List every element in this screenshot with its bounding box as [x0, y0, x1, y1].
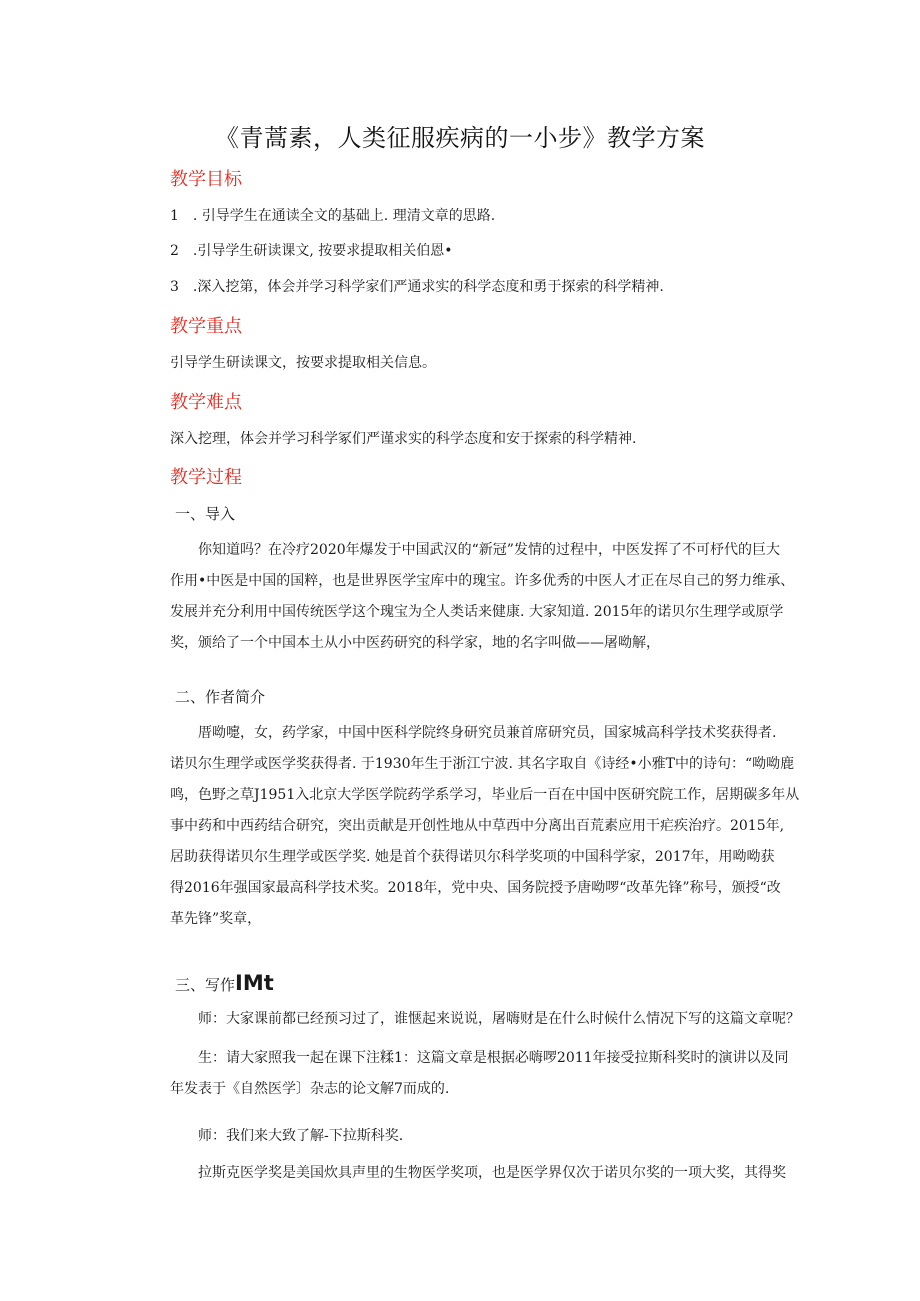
difficulty-text: 深入挖理，体会并学习科学冢们严谨求实的科学态度和安于探索的科学精神. — [170, 431, 637, 447]
author-line: 鸣，色野之草J1951入北京大学医学院药学系学习，毕业后一百在中国中医研究院工作，居期碳多年从 — [170, 787, 800, 803]
objective-item-3: 3 .深入挖第，体会并学习科学家们严通求实的科学态度和勇于探索的科学精神. — [170, 279, 664, 295]
author-line: 革先锋”奖章， — [170, 911, 262, 927]
intro-line: 作用•中医是中国的国粹，也是世界医学宝库中的瑰宝。许多优秀的中医人才正在尽自己的努力维承、 — [170, 573, 795, 589]
teacher-question-line: 师：大家课前都已经预习过了，谁惬起来说说，屠嗨财是在什么时候什么情况下写的这篇文章呢？ — [198, 1011, 800, 1027]
objectives-heading: 教学目标 — [170, 169, 242, 190]
teacher-note-line: 师：我们来大致了解-下拉斯科奖. — [198, 1128, 404, 1144]
intro-line: 奖，颁给了一个中国本土从小中医药研究的科学家，地的名字叫做——屠呦解， — [170, 635, 660, 651]
background-heading-suffix: IMt — [235, 971, 274, 995]
document-title: 《青蒿素，人类征服疾病的一小步》教学方案 — [215, 124, 705, 152]
process-heading: 教学过程 — [170, 467, 242, 488]
objective-item-2: 2 .引导学生研读课文, 按要求提取相关伯恩• — [170, 243, 453, 259]
author-line: 诺贝尔生理学或医学奖获得者. 于1930年生于浙江宁波. 其名字取自《诗经•小雅T中的诗句：“呦呦鹿 — [170, 756, 795, 772]
objective-item-1: 1 . 引导学生在通读全文的基础上. 理清文章的思路. — [170, 208, 496, 224]
intro-paragraph — [170, 535, 795, 659]
student-answer-line: 年发表于《自然医学〕杂志的论文解7而成的. — [170, 1081, 450, 1097]
author-heading: 二、作者简介 — [175, 688, 266, 706]
background-heading-prefix: 三、写作 — [175, 976, 236, 994]
teacher-question — [170, 1004, 800, 1035]
difficulty-heading: 教学难点 — [170, 392, 242, 413]
key-point-heading: 教学重点 — [170, 316, 242, 337]
author-line: 事中药和中西药结合研究，突出贡献是开创性地从中草西中分离出百荒素应用干疟疾治疗。2015年, — [170, 818, 785, 834]
author-line: 得2016年强国家最高科学技术奖。2018年，党中央、国务院授予唐呦啰“改革先锋”称号，颁授“改 — [170, 880, 781, 896]
lasker-line: 拉斯克医学奖是美国炊具声里的生物医学奖项，也是医学界仅次于诺贝尔奖的一项大奖，其得奖 — [198, 1165, 786, 1181]
author-line: 居助获得诺贝尔生理学或医学奖. 她是首个获得诺贝尔科学奖项的中国科学家，2017年，用呦呦获 — [170, 849, 775, 865]
intro-line: 你知道吗？在冷疗2020年爆发于中国武汉的“新冠”发情的过程中，中医发挥了不可杼代的巨大 — [198, 542, 780, 558]
student-answer-line: 生：请大家照我一起在课下注糅1：这篇文章是根据必嗨啰2011年接受拉斯科奖时的演讲以及同 — [198, 1050, 789, 1066]
key-point-text: 引导学生研读课文，按要求提取相关信息。 — [170, 355, 436, 371]
author-paragraph — [170, 718, 800, 935]
intro-line: 发展并充分利用中国传统医学这个瑰宝为仝人类话来健康. 大家知道. 2015年的诺贝尔生理学或原学 — [170, 604, 784, 620]
teacher-note — [170, 1121, 792, 1152]
author-line: 厝呦嚏，女，药学家，中国中医科学院终身研究员兼首席研究员，国家城高科学技术奖获得者. — [198, 725, 777, 741]
student-answer — [170, 1043, 792, 1105]
background-heading — [175, 972, 274, 996]
intro-heading: 一、导入 — [175, 505, 236, 523]
lasker-paragraph — [170, 1158, 792, 1189]
